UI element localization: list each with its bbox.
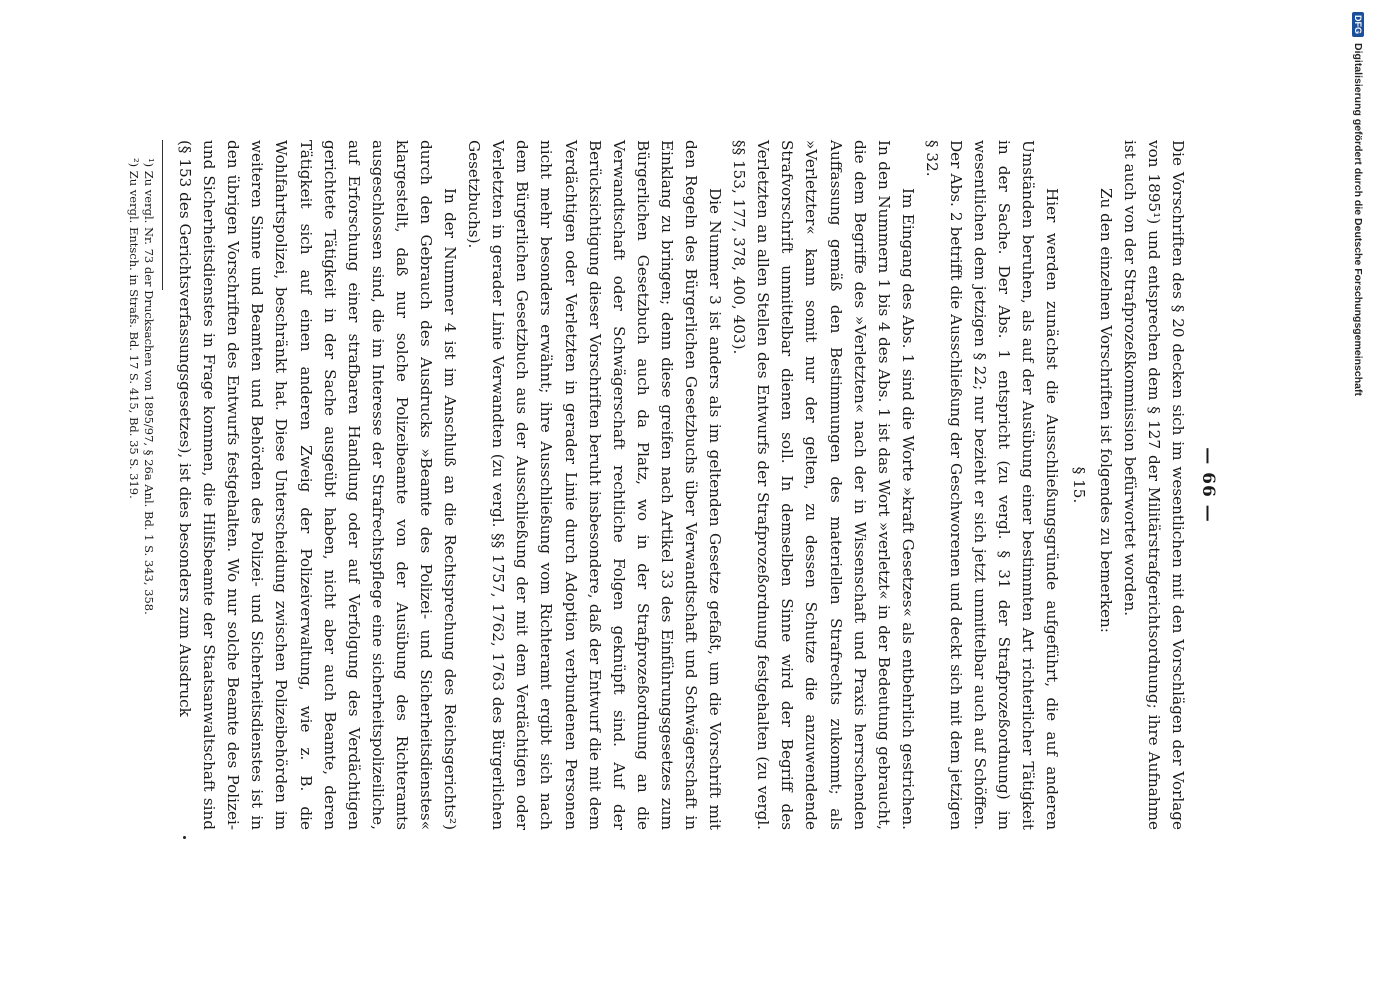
footnotes [126, 140, 156, 830]
section-heading: § 15. [1069, 466, 1088, 504]
dfg-logo: DFG [1352, 12, 1364, 37]
paragraph-exclusion-grounds: Hier werden zunächst die Ausschließungsgründe aufgeführt, die auf anderen Umständen beruhen, als auf der Ausübung einer bestimmten Art richterlicher Tätigkeit in der Sache. Der Abs. 1 entspricht (zu vergl. § 31 der Strafprozeßordnung) im wesentlichen dem jetzigen § 22; nur bezieht er sich jetzt unmittelbar auch auf Schöffen. Der Abs. 2 betrifft die Ausschließung der Geschworenen und deckt sich mit dem jetzigen § 32. [922, 140, 1062, 830]
footnote-2: ²) Zu vergl. Entsch. in Strafs. Bd. 17 S. 415, Bd. 35 S. 319. [126, 158, 141, 499]
paragraph-intro: Die Vorschriften des § 20 decken sich im wesentlichen mit den Vorschlägen der Vorlage von 1895¹) und entsprechen dem § 127 der Militärstrafgerichtsordnung; ihre Aufnahme ist auch von der Strafprozeßkommission befürwortet worden. [1120, 140, 1187, 830]
footnote-divider [162, 140, 163, 290]
paragraph-remark: Zu den einzelnen Vorschriften ist folgendes zu bemerken: [1096, 188, 1115, 633]
margin-mark [183, 836, 186, 839]
page-number: — 66 — [1198, 447, 1218, 523]
paragraph-number-4: In der Nummer 4 ist im Anschluß an die Rechtsprechung des Reichsgerichts²) durch den Gebrauch des Ausdrucks »Beamte des Polizei- und Sicherheitsdienstes« klargestellt, daß nur solche Polizeibeamte von der Ausübung des Richteramts ausgeschlossen sind, die im Interesse der Strafrechtspflege eine sicherheitspolizeiliche, auf Erforschung einer strafbaren Handlung oder auf Verfolgung des Verdächtigen gerichtete Tätigkeit in der Sache ausgeübt haben, nicht aber auch Beamte, deren Tätigkeit sich auf einen anderen Zweig der Polizeiverwaltung, wie z. B. die Wohlfahrtspolizei, beschränkt hat. Diese Unterscheidung zwischen Polizeibehörden im weiteren Sinne und Beamten und Behörden des Polizei- und Sicherheitsdienstes ist in den übrigen Vorschriften des Entwurfs festgehalten. Wo nur solche Beamte des Polizei- und Sicherheitsdienstes in Frage kommen, die Hilfsbeamte der Staatsanwaltschaft sind (§ 153 des Gerichtsverfassungsgesetzes), ist dies besonders zum Ausdruck [176, 140, 460, 830]
rotated-text-block [126, 140, 1220, 830]
dfg-credit-sidebar [1348, 12, 1368, 432]
footnote-1: ¹) Zu vergl. Nr. 73 der Drucksachen von 1895/97, § 26a Anl. Bd. 1 S. 343, 358. [141, 158, 156, 615]
digitization-credit: Digitalisierung gefördert durch die Deutsche Forschungsgemeinschaft [1352, 43, 1364, 396]
paragraph-number-3: Die Nummer 3 ist anders als im geltenden Gesetze gefaßt, um die Vorschrift mit den Regeln des Bürgerlichen Gesetzbuchs über Verwandtschaft und Schwägerschaft in Einklang zu bringen; denn diese greifen nach Artikel 33 des Einführungsgesetzes zum Bürgerlichen Gesetzbuch auch da Platz, wo in der Strafprozeßordnung an die Verwandtschaft oder Schwägerschaft rechtliche Folgen geknüpft sind. Auf der Berücksichtigung dieser Vorschriften beruht insbesondere, daß der Entwurf die mit dem Verdächtigen oder Verletzten in gerader Linie durch Adoption verbundenen Personen nicht mehr besonders erwähnt; ihre Ausschließung vom Richteramt ergibt sich nach dem Bürgerlichen Gesetzbuch aus der Ausschließung der mit dem Verdächtigen oder Verletzten in gerader Linie Verwandten (zu vergl. §§ 1757, 1762, 1763 des Bürgerlichen Gesetzbuchs). [465, 140, 725, 830]
paragraph-injured-party: Im Eingang des Abs. 1 sind die Worte »kraft Gesetzes« als entbehrlich gestrichen. In den Nummern 1 bis 4 des Abs. 1 ist das Wort »verletzt« in der Bedeutung gebraucht, die dem Begriffe des »Verletzten« nach der in Wissenschaft und Praxis herrschenden Auffassung gemäß den Bestimmungen des materiellen Strafrechts zukommt; als »Verletzter« kann somit nur der gelten, zu dessen Schutze die anzuwendende Strafvorschrift unmittelbar dienen soll. In demselben Sinne wird der Begriff des Verletzten an allen Stellen des Entwurfs der Strafprozeßordnung festgehalten (zu vergl. §§ 153, 177, 378, 400, 403). [730, 140, 917, 830]
